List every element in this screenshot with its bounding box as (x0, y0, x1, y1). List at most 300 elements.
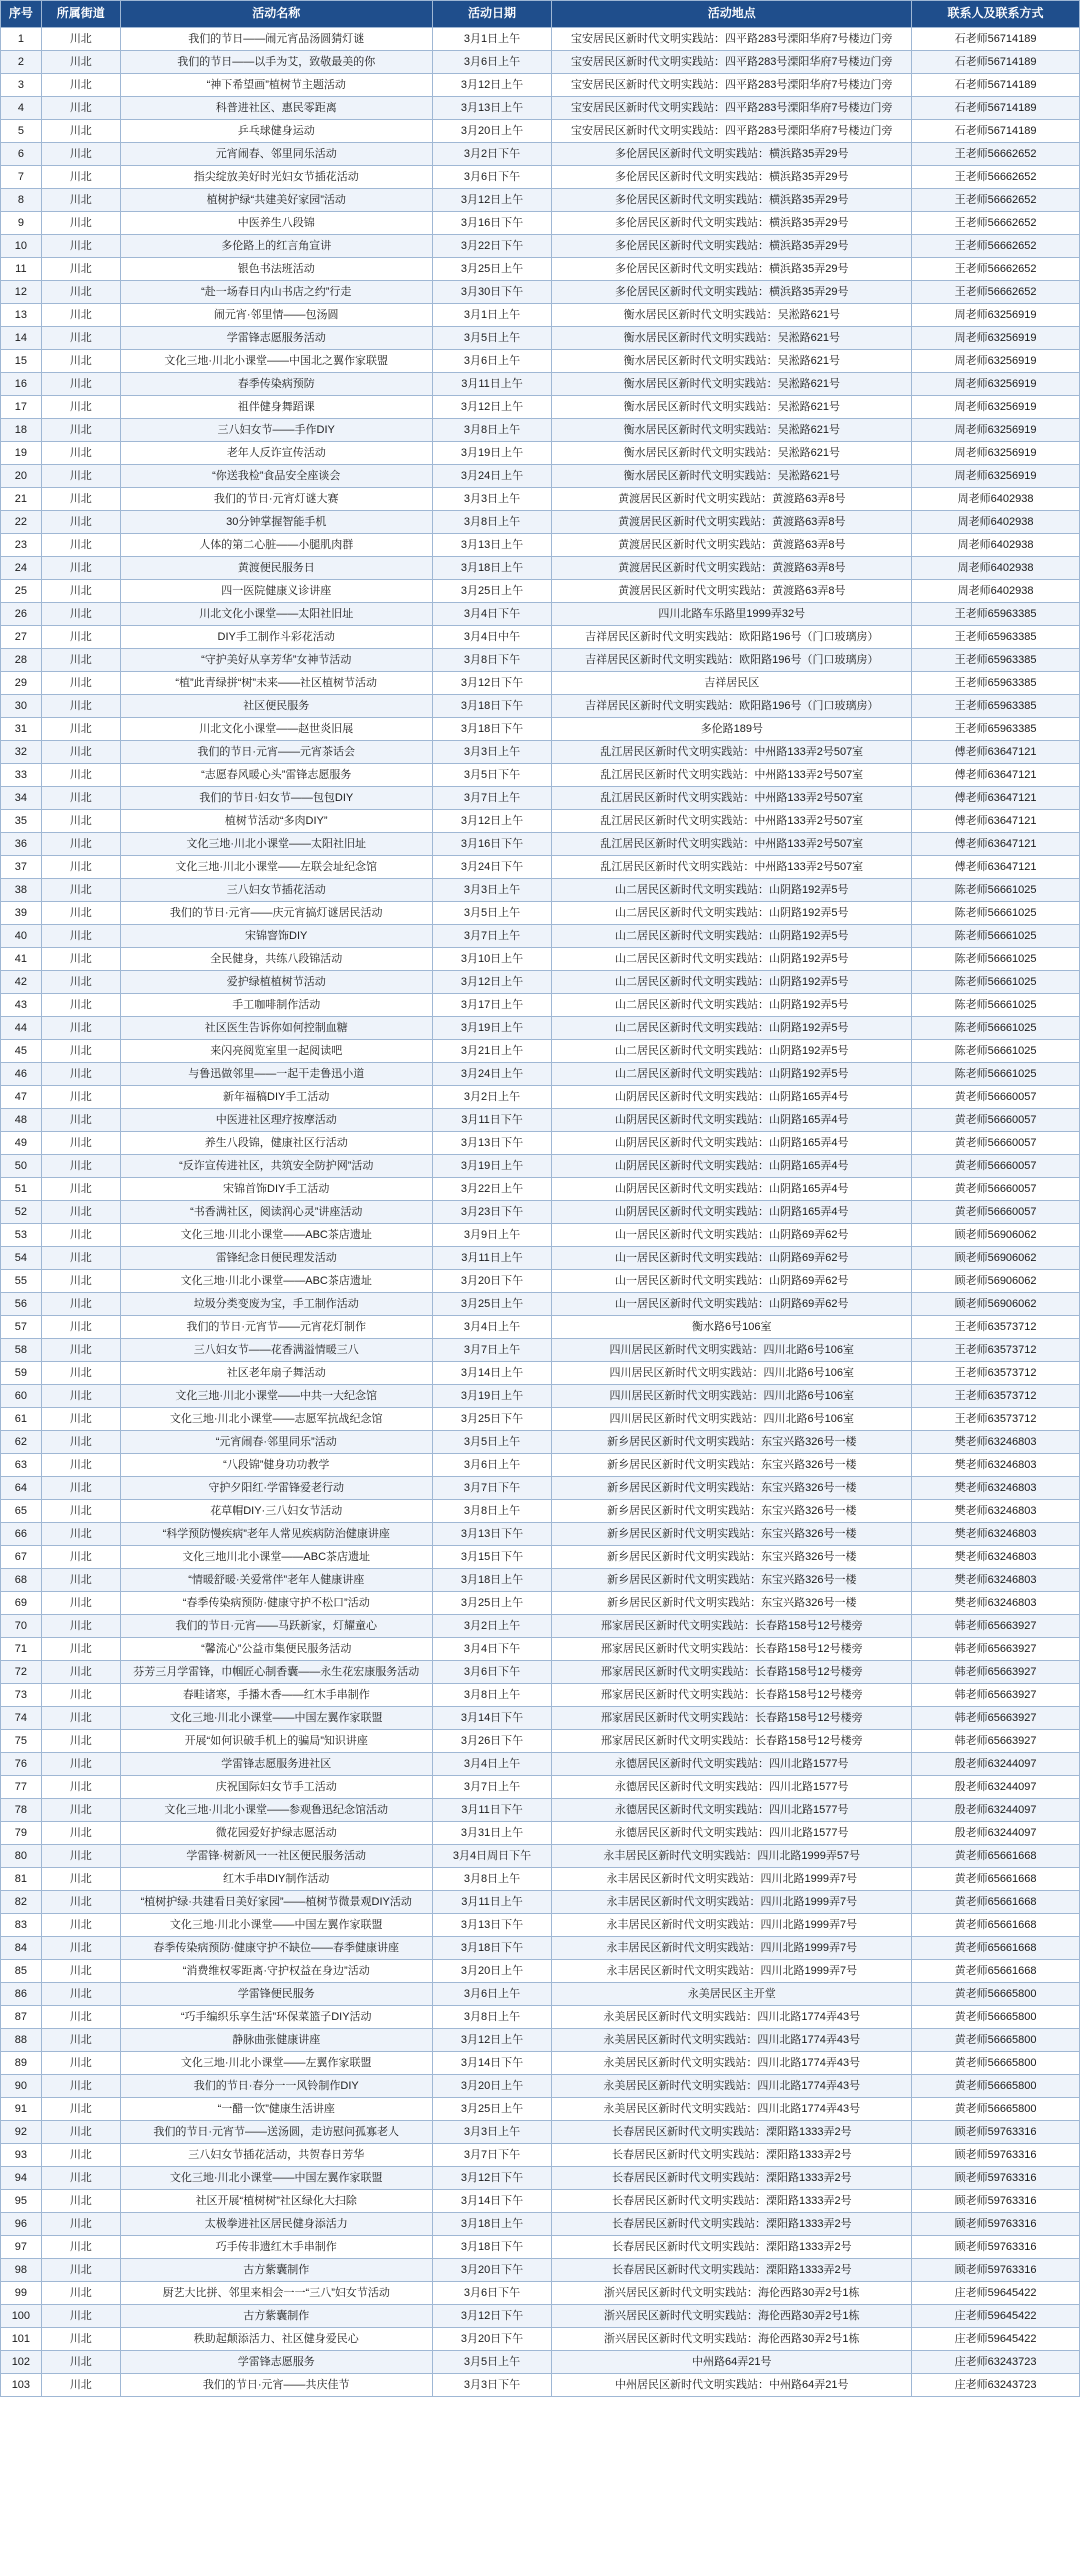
cell-index: 80 (1, 1845, 42, 1868)
cell-index: 92 (1, 2121, 42, 2144)
cell-name: 文化三地·川北小课堂——参观鲁迅纪念馆活动 (120, 1799, 432, 1822)
cell-index: 53 (1, 1224, 42, 1247)
cell-index: 56 (1, 1293, 42, 1316)
cell-name: “馨流心”公益市集便民服务活动 (120, 1638, 432, 1661)
cell-street: 川北 (41, 534, 120, 557)
cell-name: 雷锋纪念日便民理发活动 (120, 1247, 432, 1270)
cell-place: 长春居民区新时代文明实践站：溧阳路1333弄2号 (552, 2121, 912, 2144)
table-row (1, 2374, 1080, 2397)
cell-index: 28 (1, 649, 42, 672)
cell-date: 3月11日上午 (432, 1891, 552, 1914)
cell-contact: 王老师56662652 (912, 189, 1080, 212)
table-row (1, 1960, 1080, 1983)
cell-contact: 王老师63573712 (912, 1339, 1080, 1362)
cell-index: 57 (1, 1316, 42, 1339)
cell-index: 85 (1, 1960, 42, 1983)
cell-street: 川北 (41, 1638, 120, 1661)
cell-index: 89 (1, 2052, 42, 2075)
cell-index: 68 (1, 1569, 42, 1592)
cell-contact: 周老师63256919 (912, 396, 1080, 419)
cell-contact: 王老师56662652 (912, 258, 1080, 281)
table-row (1, 2305, 1080, 2328)
table-row (1, 1086, 1080, 1109)
cell-name: 社区医生告诉你如何控制血糖 (120, 1017, 432, 1040)
cell-street: 川北 (41, 1546, 120, 1569)
table-row (1, 120, 1080, 143)
table-row (1, 603, 1080, 626)
table-row (1, 1293, 1080, 1316)
cell-date: 3月20日上午 (432, 2075, 552, 2098)
cell-place: 乱江居民区新时代文明实践站：中州路133弄2号507室 (552, 764, 912, 787)
cell-date: 3月6日下午 (432, 2282, 552, 2305)
cell-street: 川北 (41, 212, 120, 235)
cell-street: 川北 (41, 327, 120, 350)
cell-place: 山二居民区新时代文明实践站：山阴路192弄5号 (552, 1017, 912, 1040)
table-row (1, 1339, 1080, 1362)
cell-contact: 黄老师56665800 (912, 2029, 1080, 2052)
cell-place: 永德居民区新时代文明实践站：四川北路1577号 (552, 1822, 912, 1845)
table-row (1, 419, 1080, 442)
cell-index: 30 (1, 695, 42, 718)
cell-street: 川北 (41, 1661, 120, 1684)
cell-index: 5 (1, 120, 42, 143)
cell-street: 川北 (41, 2328, 120, 2351)
cell-index: 88 (1, 2029, 42, 2052)
cell-index: 11 (1, 258, 42, 281)
table-row (1, 373, 1080, 396)
cell-index: 31 (1, 718, 42, 741)
cell-street: 川北 (41, 1316, 120, 1339)
cell-index: 37 (1, 856, 42, 879)
cell-index: 69 (1, 1592, 42, 1615)
cell-date: 3月2日上午 (432, 1615, 552, 1638)
cell-place: 山二居民区新时代文明实践站：山阴路192弄5号 (552, 948, 912, 971)
cell-place: 衡水居民区新时代文明实践站：吴淞路621号 (552, 350, 912, 373)
table-row (1, 1845, 1080, 1868)
cell-contact: 樊老师63246803 (912, 1546, 1080, 1569)
cell-street: 川北 (41, 971, 120, 994)
cell-street: 川北 (41, 1868, 120, 1891)
cell-street: 川北 (41, 626, 120, 649)
cell-date: 3月3日上午 (432, 2121, 552, 2144)
cell-place: 永丰居民区新时代文明实践站：四川北路1999弄7号 (552, 1937, 912, 1960)
cell-contact: 顾老师59763316 (912, 2236, 1080, 2259)
cell-date: 3月19日上午 (432, 1385, 552, 1408)
cell-contact: 王老师65963385 (912, 626, 1080, 649)
cell-street: 川北 (41, 1592, 120, 1615)
cell-street: 川北 (41, 2075, 120, 2098)
cell-name: 春畦诸寒，手播木香——红木手串制作 (120, 1684, 432, 1707)
cell-date: 3月6日下午 (432, 166, 552, 189)
cell-contact: 殷老师63244097 (912, 1776, 1080, 1799)
cell-index: 25 (1, 580, 42, 603)
cell-contact: 顾老师56906062 (912, 1270, 1080, 1293)
cell-name: “消费维权零距离·守护权益在身边”活动 (120, 1960, 432, 1983)
cell-street: 川北 (41, 580, 120, 603)
cell-index: 77 (1, 1776, 42, 1799)
cell-name: 文化三地·川北小课堂——太阳社旧址 (120, 833, 432, 856)
cell-place: 永丰居民区新时代文明实践站：四川北路1999弄57号 (552, 1845, 912, 1868)
cell-contact: 黄老师56660057 (912, 1155, 1080, 1178)
cell-street: 川北 (41, 1684, 120, 1707)
cell-place: 黄渡居民区新时代文明实践站：黄渡路63弄8号 (552, 557, 912, 580)
cell-date: 3月13日上午 (432, 97, 552, 120)
table-row (1, 810, 1080, 833)
cell-contact: 王老师63573712 (912, 1385, 1080, 1408)
cell-contact: 王老师56662652 (912, 143, 1080, 166)
cell-contact: 黄老师65661668 (912, 1960, 1080, 1983)
cell-index: 12 (1, 281, 42, 304)
cell-index: 75 (1, 1730, 42, 1753)
cell-contact: 周老师63256919 (912, 327, 1080, 350)
cell-street: 川北 (41, 51, 120, 74)
cell-street: 川北 (41, 1569, 120, 1592)
cell-name: 文化三地川北小课堂——ABC茶店遗址 (120, 1546, 432, 1569)
cell-place: 乱江居民区新时代文明实践站：中州路133弄2号507室 (552, 741, 912, 764)
cell-contact: 殷老师63244097 (912, 1822, 1080, 1845)
cell-place: 山二居民区新时代文明实践站：山阴路192弄5号 (552, 879, 912, 902)
cell-date: 3月24日上午 (432, 465, 552, 488)
cell-index: 61 (1, 1408, 42, 1431)
cell-place: 中州居民区新时代文明实践站：中州路64弄21号 (552, 2374, 912, 2397)
table-row (1, 1247, 1080, 1270)
cell-street: 川北 (41, 1822, 120, 1845)
table-row (1, 511, 1080, 534)
cell-contact: 黄老师56665800 (912, 2075, 1080, 2098)
cell-name: 文化三地·川北小课堂——左联会址纪念馆 (120, 856, 432, 879)
cell-index: 47 (1, 1086, 42, 1109)
cell-index: 48 (1, 1109, 42, 1132)
cell-name: 银色书法班活动 (120, 258, 432, 281)
cell-contact: 陈老师56661025 (912, 994, 1080, 1017)
cell-contact: 王老师56662652 (912, 166, 1080, 189)
cell-contact: 王老师63573712 (912, 1408, 1080, 1431)
cell-name: 三八妇女节——花香满溢情暖三八 (120, 1339, 432, 1362)
table-row (1, 695, 1080, 718)
cell-place: 多伦路189号 (552, 718, 912, 741)
cell-contact: 陈老师56661025 (912, 1040, 1080, 1063)
cell-street: 川北 (41, 143, 120, 166)
cell-date: 3月20日下午 (432, 2328, 552, 2351)
cell-index: 64 (1, 1477, 42, 1500)
cell-street: 川北 (41, 1753, 120, 1776)
cell-street: 川北 (41, 1063, 120, 1086)
cell-street: 川北 (41, 1454, 120, 1477)
cell-index: 63 (1, 1454, 42, 1477)
table-row (1, 1730, 1080, 1753)
cell-index: 23 (1, 534, 42, 557)
table-row (1, 1155, 1080, 1178)
cell-street: 川北 (41, 994, 120, 1017)
cell-name: “八段锦”健身功功教学 (120, 1454, 432, 1477)
cell-name: 养生八段锦，健康社区行活动 (120, 1132, 432, 1155)
cell-name: “一醋一饮”健康生活讲座 (120, 2098, 432, 2121)
cell-name: 社区老年扇子舞活动 (120, 1362, 432, 1385)
cell-street: 川北 (41, 1845, 120, 1868)
cell-date: 3月3日上午 (432, 879, 552, 902)
cell-index: 78 (1, 1799, 42, 1822)
cell-name: 芬芳三月学雷锋，巾帼匠心制香囊——永生花宏康服务活动 (120, 1661, 432, 1684)
table-row (1, 856, 1080, 879)
cell-date: 3月31日上午 (432, 1822, 552, 1845)
table-row (1, 672, 1080, 695)
column-header-index: 序号 (1, 1, 42, 28)
cell-contact: 黄老师56660057 (912, 1201, 1080, 1224)
cell-name: 元宵闹春、邻里同乐活动 (120, 143, 432, 166)
cell-contact: 周老师63256919 (912, 304, 1080, 327)
cell-name: “科学预防慢疾病”老年人常见疾病防治健康讲座 (120, 1523, 432, 1546)
cell-place: 乱江居民区新时代文明实践站：中州路133弄2号507室 (552, 810, 912, 833)
cell-name: 文化三地·川北小课堂——中国左翼作家联盟 (120, 2167, 432, 2190)
cell-street: 川北 (41, 1017, 120, 1040)
cell-street: 川北 (41, 2236, 120, 2259)
cell-date: 3月6日上午 (432, 51, 552, 74)
table-row (1, 51, 1080, 74)
cell-contact: 顾老师56906062 (912, 1293, 1080, 1316)
cell-index: 55 (1, 1270, 42, 1293)
table-row (1, 97, 1080, 120)
cell-place: 永丰居民区新时代文明实践站：四川北路1999弄7号 (552, 1891, 912, 1914)
cell-date: 3月18日上午 (432, 557, 552, 580)
cell-place: 衡水居民区新时代文明实践站：吴淞路621号 (552, 304, 912, 327)
cell-name: “志愿春风暖心头”雷锋志愿服务 (120, 764, 432, 787)
cell-date: 3月5日下午 (432, 764, 552, 787)
cell-place: 新乡居民区新时代文明实践站：东宝兴路326号一楼 (552, 1546, 912, 1569)
column-header-street: 所属街道 (41, 1, 120, 28)
cell-place: 四川居民区新时代文明实践站：四川北路6号106室 (552, 1339, 912, 1362)
cell-street: 川北 (41, 281, 120, 304)
cell-name: “书香满社区，阅读润心灵”讲座活动 (120, 1201, 432, 1224)
cell-place: 黄渡居民区新时代文明实践站：黄渡路63弄8号 (552, 511, 912, 534)
cell-name: 中医养生八段锦 (120, 212, 432, 235)
table-row (1, 465, 1080, 488)
cell-place: 衡水路6号106室 (552, 1316, 912, 1339)
cell-name: 祖伴健身舞蹈课 (120, 396, 432, 419)
table-row (1, 2282, 1080, 2305)
cell-date: 3月12日上午 (432, 74, 552, 97)
cell-street: 川北 (41, 166, 120, 189)
cell-contact: 陈老师56661025 (912, 879, 1080, 902)
cell-name: 红木手串DIY制作活动 (120, 1868, 432, 1891)
cell-name: 川北文化小课堂——赵世炎旧展 (120, 718, 432, 741)
cell-street: 川北 (41, 787, 120, 810)
cell-index: 14 (1, 327, 42, 350)
table-row (1, 764, 1080, 787)
cell-index: 1 (1, 28, 42, 51)
cell-index: 93 (1, 2144, 42, 2167)
cell-name: DIY手工制作斗彩花活动 (120, 626, 432, 649)
cell-name: 宋锦窨饰DIY (120, 925, 432, 948)
table-row (1, 1063, 1080, 1086)
cell-contact: 周老师6402938 (912, 534, 1080, 557)
cell-street: 川北 (41, 764, 120, 787)
cell-contact: 王老师63573712 (912, 1362, 1080, 1385)
cell-place: 长春居民区新时代文明实践站：溧阳路1333弄2号 (552, 2259, 912, 2282)
cell-index: 42 (1, 971, 42, 994)
cell-date: 3月15日下午 (432, 1546, 552, 1569)
cell-place: 宝安居民区新时代文明实践站：四平路283号溧阳华府7号楼边门旁 (552, 97, 912, 120)
cell-index: 24 (1, 557, 42, 580)
cell-street: 川北 (41, 1799, 120, 1822)
cell-index: 27 (1, 626, 42, 649)
cell-date: 3月10日上午 (432, 948, 552, 971)
cell-contact: 顾老师59763316 (912, 2167, 1080, 2190)
cell-contact: 王老师63573712 (912, 1316, 1080, 1339)
table-row (1, 1408, 1080, 1431)
cell-street: 川北 (41, 1914, 120, 1937)
cell-name: 爱护绿植植树节活动 (120, 971, 432, 994)
cell-name: 闹元宵·邻里情——包汤圆 (120, 304, 432, 327)
cell-place: 山二居民区新时代文明实践站：山阴路192弄5号 (552, 971, 912, 994)
cell-place: 山阴居民区新时代文明实践站：山阴路165弄4号 (552, 1178, 912, 1201)
table-row (1, 2213, 1080, 2236)
cell-contact: 韩老师65663927 (912, 1661, 1080, 1684)
cell-place: 多伦居民区新时代文明实践站：横浜路35弄29号 (552, 212, 912, 235)
cell-date: 3月7日上午 (432, 787, 552, 810)
cell-street: 川北 (41, 2213, 120, 2236)
cell-street: 川北 (41, 1730, 120, 1753)
column-header-date: 活动日期 (432, 1, 552, 28)
cell-place: 衡水居民区新时代文明实践站：吴淞路621号 (552, 419, 912, 442)
cell-name: 来闪亮阅览室里一起阅读吧 (120, 1040, 432, 1063)
cell-place: 多伦居民区新时代文明实践站：横浜路35弄29号 (552, 235, 912, 258)
cell-name: 黄渡便民服务日 (120, 557, 432, 580)
cell-name: 我们的节日——以手为艾，致敬最美的你 (120, 51, 432, 74)
cell-place: 宝安居民区新时代文明实践站：四平路283号溧阳华府7号楼边门旁 (552, 120, 912, 143)
cell-place: 山一居民区新时代文明实践站：山阴路69弄62号 (552, 1270, 912, 1293)
cell-place: 四川居民区新时代文明实践站：四川北路6号106室 (552, 1362, 912, 1385)
cell-date: 3月1日上午 (432, 304, 552, 327)
cell-contact: 黄老师56660057 (912, 1109, 1080, 1132)
cell-place: 邢家居民区新时代文明实践站：长春路158号12号楼旁 (552, 1707, 912, 1730)
table-row (1, 2006, 1080, 2029)
table-row (1, 1569, 1080, 1592)
cell-name: “春季传染病预防·健康守护不松口”活动 (120, 1592, 432, 1615)
table-row (1, 189, 1080, 212)
cell-place: 衡水居民区新时代文明实践站：吴淞路621号 (552, 327, 912, 350)
cell-contact: 顾老师59763316 (912, 2121, 1080, 2144)
cell-place: 四川居民区新时代文明实践站：四川北路6号106室 (552, 1408, 912, 1431)
cell-date: 3月20日下午 (432, 1270, 552, 1293)
table-row (1, 258, 1080, 281)
cell-index: 96 (1, 2213, 42, 2236)
cell-name: “赴一场春日内山书店之约”行走 (120, 281, 432, 304)
cell-name: “反诈宣传进社区，共筑安全防护网”活动 (120, 1155, 432, 1178)
cell-place: 山二居民区新时代文明实践站：山阴路192弄5号 (552, 1040, 912, 1063)
cell-date: 3月11日下午 (432, 1109, 552, 1132)
cell-street: 川北 (41, 2282, 120, 2305)
cell-contact: 韩老师65663927 (912, 1707, 1080, 1730)
cell-date: 3月4日周日下午 (432, 1845, 552, 1868)
cell-index: 99 (1, 2282, 42, 2305)
cell-date: 3月21日上午 (432, 1040, 552, 1063)
cell-index: 58 (1, 1339, 42, 1362)
table-row (1, 718, 1080, 741)
cell-contact: 樊老师63246803 (912, 1477, 1080, 1500)
cell-index: 35 (1, 810, 42, 833)
cell-contact: 陈老师56661025 (912, 925, 1080, 948)
cell-index: 66 (1, 1523, 42, 1546)
cell-date: 3月25日下午 (432, 1408, 552, 1431)
cell-name: 文化三地·川北小课堂——中国左翼作家联盟 (120, 1914, 432, 1937)
cell-name: 人体的第二心脏——小腿肌肉群 (120, 534, 432, 557)
cell-index: 29 (1, 672, 42, 695)
cell-date: 3月8日上午 (432, 1684, 552, 1707)
cell-contact: 樊老师63246803 (912, 1523, 1080, 1546)
cell-name: 文化三地·川北小课堂——中共一大纪念馆 (120, 1385, 432, 1408)
cell-name: 古方紫囊制作 (120, 2259, 432, 2282)
cell-street: 川北 (41, 925, 120, 948)
cell-index: 32 (1, 741, 42, 764)
cell-index: 54 (1, 1247, 42, 1270)
cell-date: 3月3日上午 (432, 488, 552, 511)
cell-date: 3月12日上午 (432, 189, 552, 212)
cell-index: 4 (1, 97, 42, 120)
cell-date: 3月11日上午 (432, 373, 552, 396)
cell-date: 3月11日上午 (432, 1247, 552, 1270)
table-header-row (1, 1, 1080, 28)
cell-place: 新乡居民区新时代文明实践站：东宝兴路326号一楼 (552, 1569, 912, 1592)
cell-street: 川北 (41, 672, 120, 695)
cell-place: 长春居民区新时代文明实践站：溧阳路1333弄2号 (552, 2236, 912, 2259)
cell-name: 文化三地·川北小课堂——中国北之翼作家联盟 (120, 350, 432, 373)
table-row (1, 626, 1080, 649)
table-row (1, 1500, 1080, 1523)
cell-name: 乒乓球健身运动 (120, 120, 432, 143)
cell-date: 3月5日上午 (432, 902, 552, 925)
cell-index: 70 (1, 1615, 42, 1638)
cell-place: 衡水居民区新时代文明实践站：吴淞路621号 (552, 442, 912, 465)
column-header-activity-name: 活动名称 (120, 1, 432, 28)
cell-date: 3月18日下午 (432, 1937, 552, 1960)
cell-contact: 王老师56662652 (912, 281, 1080, 304)
cell-index: 8 (1, 189, 42, 212)
cell-street: 川北 (41, 488, 120, 511)
cell-index: 34 (1, 787, 42, 810)
table-row (1, 902, 1080, 925)
table-row (1, 281, 1080, 304)
cell-index: 38 (1, 879, 42, 902)
cell-place: 邢家居民区新时代文明实践站：长春路158号12号楼旁 (552, 1684, 912, 1707)
cell-street: 川北 (41, 603, 120, 626)
cell-place: 山二居民区新时代文明实践站：山阴路192弄5号 (552, 994, 912, 1017)
cell-street: 川北 (41, 350, 120, 373)
cell-street: 川北 (41, 2167, 120, 2190)
cell-index: 100 (1, 2305, 42, 2328)
cell-index: 87 (1, 2006, 42, 2029)
cell-place: 黄渡居民区新时代文明实践站：黄渡路63弄8号 (552, 580, 912, 603)
cell-contact: 傅老师63647121 (912, 764, 1080, 787)
cell-contact: 周老师6402938 (912, 580, 1080, 603)
cell-date: 3月17日上午 (432, 994, 552, 1017)
cell-contact: 傅老师63647121 (912, 810, 1080, 833)
table-row (1, 2351, 1080, 2374)
cell-date: 3月20日上午 (432, 120, 552, 143)
table-row (1, 2144, 1080, 2167)
table-row (1, 2190, 1080, 2213)
cell-contact: 王老师65963385 (912, 649, 1080, 672)
table-row (1, 557, 1080, 580)
cell-contact: 陈老师56661025 (912, 1063, 1080, 1086)
table-row (1, 2052, 1080, 2075)
cell-contact: 黄老师65661668 (912, 1868, 1080, 1891)
cell-name: 科普进社区、惠民零距离 (120, 97, 432, 120)
cell-place: 四川北路车乐路里1999弄32号 (552, 603, 912, 626)
table-row (1, 925, 1080, 948)
cell-place: 黄渡居民区新时代文明实践站：黄渡路63弄8号 (552, 488, 912, 511)
cell-index: 94 (1, 2167, 42, 2190)
cell-contact: 韩老师65663927 (912, 1684, 1080, 1707)
